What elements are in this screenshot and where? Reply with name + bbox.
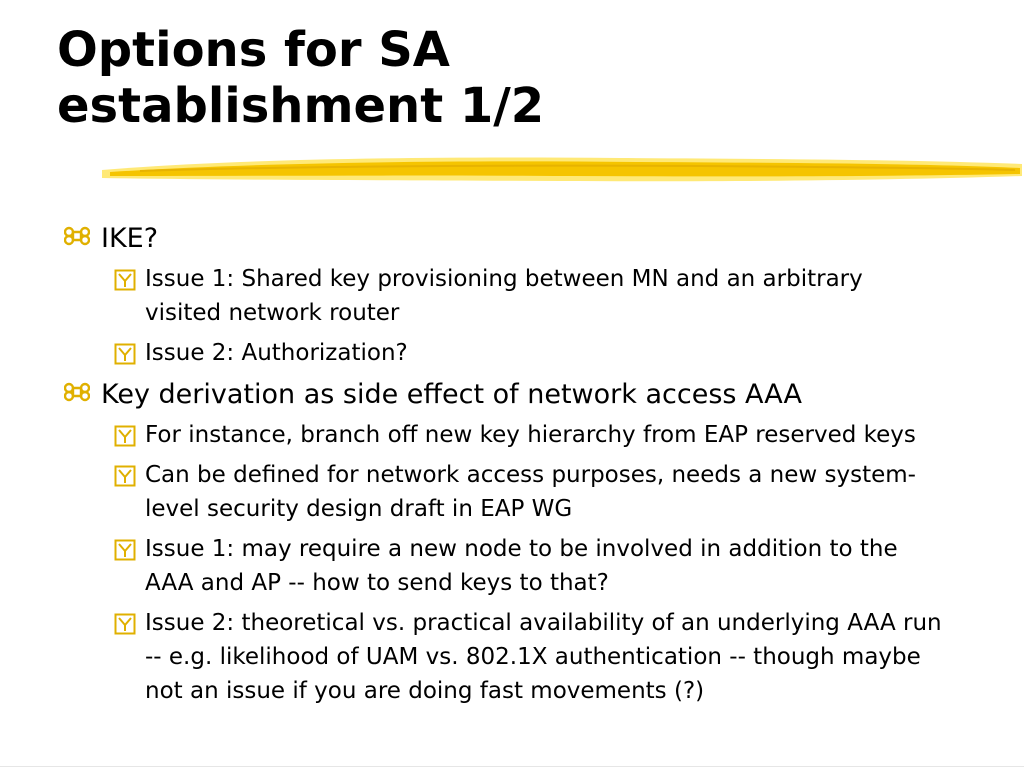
command-key-icon: [64, 223, 90, 249]
y-box-icon: [114, 343, 136, 365]
y-box-icon: [114, 613, 136, 635]
sub-bullet-text: Issue 1: may require a new node to be involved in addition to the AAA and AP -- how to send keys to that?: [145, 536, 898, 596]
sub-list: [64, 418, 964, 708]
y-box-icon: [114, 465, 136, 487]
sub-bullet-text: Issue 2: Authorization?: [145, 340, 408, 366]
list-item: [114, 418, 945, 452]
title-highlight-stroke: [100, 150, 1024, 190]
sub-list: [64, 262, 964, 370]
bullet-text: Key derivation as side effect of network access AAA: [101, 379, 802, 410]
command-key-icon: [64, 379, 90, 405]
y-box-icon: [114, 539, 136, 561]
sub-bullet-text: Issue 1: Shared key provisioning between MN and an arbitrary visited network router: [145, 266, 863, 326]
sub-bullet-text: Issue 2: theoretical vs. practical availability of an underlying AAA run -- e.g. likelihood of UAM vs. 802.1X authentication -- though maybe not an issue if you are doing fast movements (?): [145, 610, 942, 704]
y-box-icon: [114, 269, 136, 291]
list-item: [64, 378, 964, 412]
list-item: [114, 532, 945, 600]
list-item: [64, 222, 964, 256]
list-item: [114, 606, 945, 708]
title-line-2: establishment 1/2: [57, 78, 545, 134]
list-item: [114, 336, 945, 370]
bullet-text: IKE?: [101, 223, 159, 254]
title-line-1: Options for SA: [57, 22, 450, 78]
list-item: [114, 262, 945, 330]
slide-title: [57, 22, 957, 134]
slide-body: [64, 222, 964, 716]
list-item: [114, 458, 945, 526]
bottom-divider: [0, 766, 1024, 767]
sub-bullet-text: Can be defined for network access purposes, needs a new system-level security design draft in EAP WG: [145, 462, 916, 522]
sub-bullet-text: For instance, branch off new key hierarchy from EAP reserved keys: [145, 422, 916, 448]
y-box-icon: [114, 425, 136, 447]
